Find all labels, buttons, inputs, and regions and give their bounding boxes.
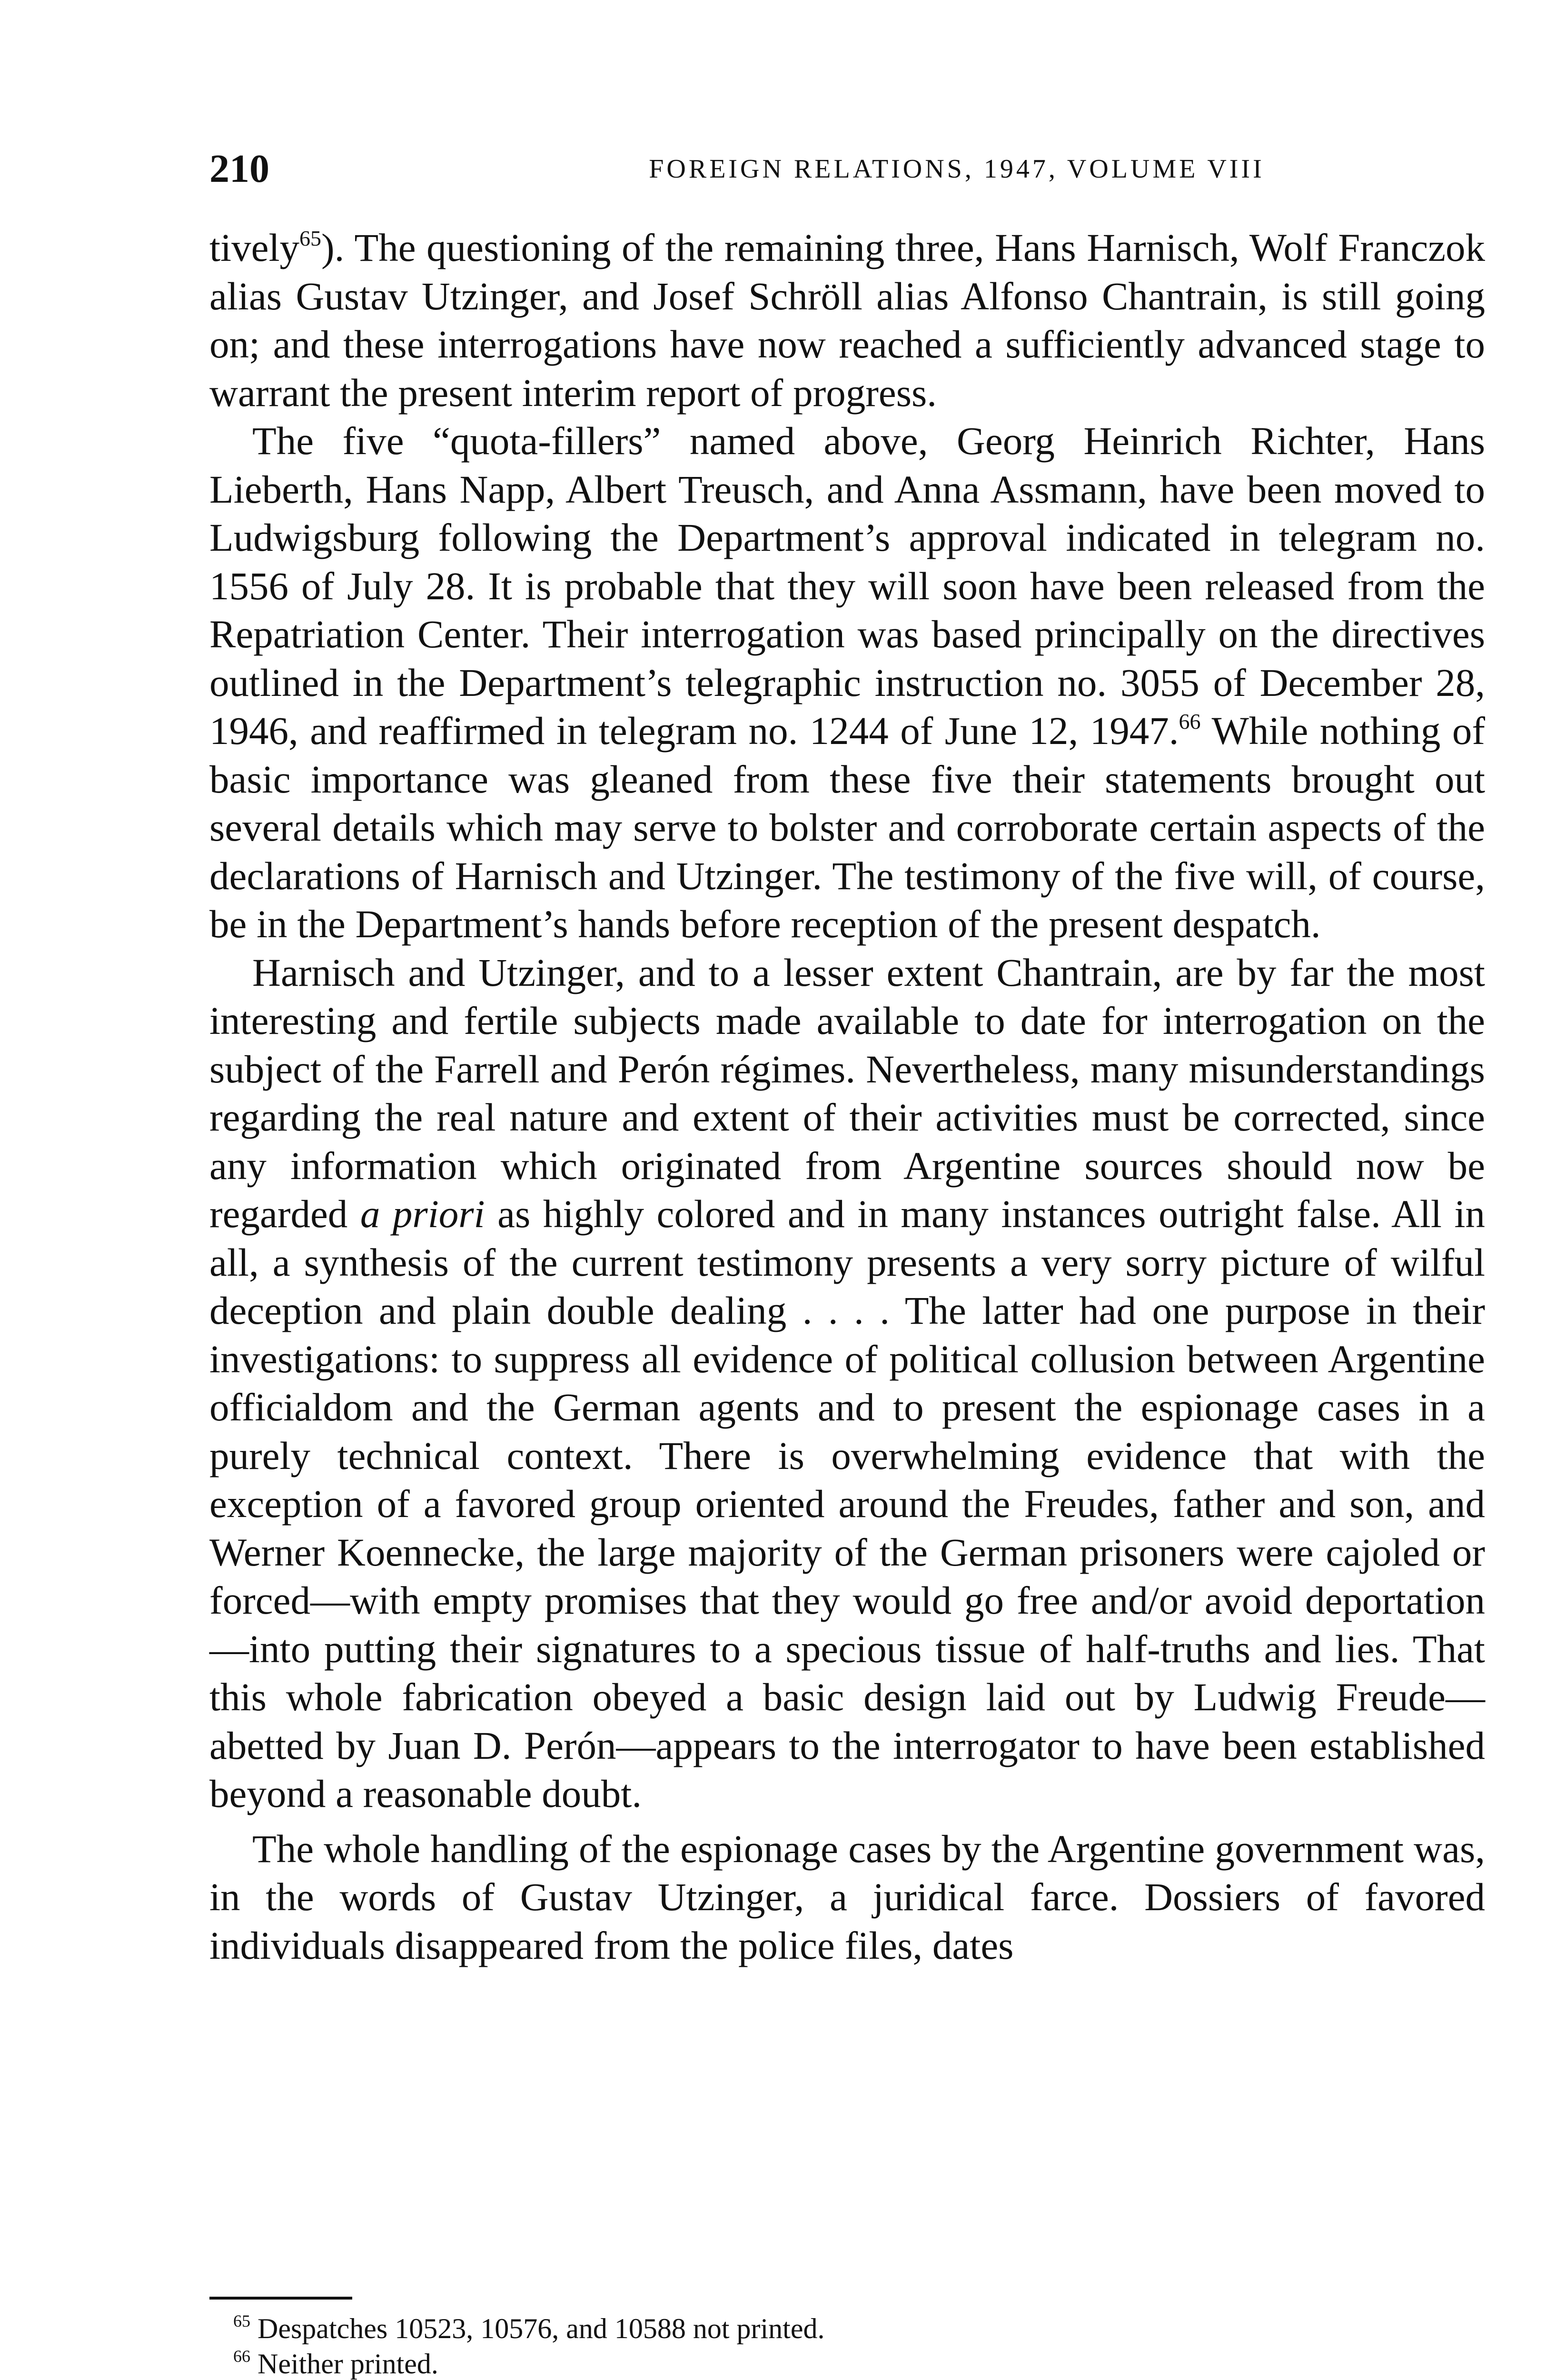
footnote-66: [233, 2346, 1471, 2380]
footnote-ref-65: 65: [299, 226, 322, 250]
footnote-ref-66: 66: [1179, 709, 1201, 734]
paragraph-1: [209, 224, 1485, 417]
paragraph-2-start: The five “quota-fillers” named above, Georg Heinrich Richter, Hans Lieberth, Hans Napp, Albert Treusch, and Anna Assmann, have been moved to Ludwigsburg following the Department’s approval indicated in telegram no. 1556 of July 28. It is probable that they will soon have been released from the Repatriation Center. Their interrogation was based principally on the directives outlined in the Department’s telegraphic instruction no. 3055 of December 28, 1946, and reaffirmed in telegram no. 1244 of June 12, 1947.: [209, 419, 1485, 753]
running-head: FOREIGN RELATIONS, 1947, VOLUME VIII: [649, 154, 1265, 184]
paragraph-2: [209, 417, 1485, 949]
paragraph-4-text: The whole handling of the espionage cases by the Argentine government was, in the words of Gustav Utzinger, a juridical farce. Dossiers of favored individuals disappeared from the police files, dates: [209, 1826, 1485, 1967]
body-text: [209, 224, 1485, 1970]
italic-phrase: a priori: [360, 1192, 485, 1236]
footnote-marker: 65: [233, 2311, 250, 2330]
paragraph-3: [209, 949, 1485, 1818]
footnote-text: Despatches 10523, 10576, and 10588 not printed.: [258, 2313, 825, 2344]
footnote-marker: 66: [233, 2347, 250, 2366]
paragraph-1-rest: ). The questioning of the remaining three, Hans Harnisch, Wolf Franczok alias Gustav Utzinger, and Josef Schröll alias Alfonso Chantrain, is still going on; and these interrogations have now reached a sufficiently advanced stage to warrant the present interim report of progress.: [209, 226, 1485, 415]
page-header: [209, 143, 1485, 195]
paragraph-3-start: Harnisch and Utzinger, and to a lesser extent Chantrain, are by far the most interesting and fertile subjects made available to date for interrogation on the subject of the Farrell and Perón régimes. Nevertheless, many misunderstandings regarding the real nature and extent of their activities must be corrected, since any information which originated from Argentine sources should now be regarded: [209, 950, 1485, 1236]
paragraph-3-rest: as highly colored and in many instances outright false. All in all, a synthesis of the current testimony presents a very sorry picture of wilful deception and plain double dealing . . . . The latter had one purpose in their investigations: to suppress all evidence of political collusion between Argentine officialdom and the German agents and to present the espionage cases in a purely technical context. There is overwhelming evidence that with the exception of a favored group oriented around the Freudes, father and son, and Werner Koennecke, the large majority of the German prisoners were cajoled or forced—with empty promises that they would go free and/or avoid deportation—into putting their signatures to a specious tissue of half-truths and lies. That this whole fabrication obeyed a basic design laid out by Ludwig Freude—abetted by Juan D. Perón—appears to the interrogator to have been established beyond a reasonable doubt.: [209, 1192, 1486, 1815]
page-number: 210: [209, 147, 269, 191]
paragraph-2-rest: While nothing of basic importance was gleaned from these five their statements brought out several details which may serve to bolster and corroborate certain aspects of the declarations of Harnisch and Utzinger. The testimony of the five will, of course, be in the Department’s hands before reception of the present despatch.: [209, 709, 1485, 946]
paragraph-1-start: tively: [209, 226, 300, 269]
footnotes: [233, 2311, 1471, 2380]
footnote-rule: [209, 2297, 352, 2300]
footnote-65: [233, 2311, 1471, 2346]
footnote-text: Neither printed.: [258, 2348, 438, 2380]
paragraph-4: [209, 1825, 1485, 1970]
